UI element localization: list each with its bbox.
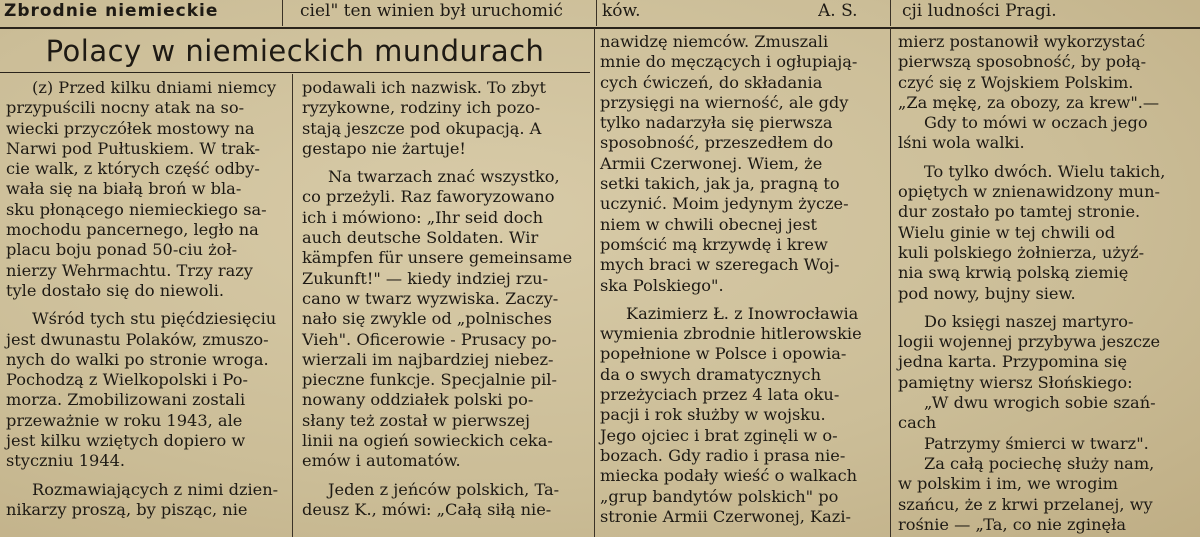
text-line: tylko nadarzyła się pierwsza xyxy=(600,113,833,133)
text-line: w polskim i im, we wrogim xyxy=(898,474,1119,494)
text-line: cych ćwiczeń, do składania xyxy=(600,72,823,92)
text-line: przeżyciach przez 4 lata oku- xyxy=(600,385,840,405)
text-line: wiecki przyczółek mostowy na xyxy=(6,118,255,138)
text-line: przypuścili nocny atak na so- xyxy=(6,98,245,118)
text-line: Jeden z jeńców polskich, Ta- xyxy=(328,479,560,499)
text-line: setki takich, jak ja, pragną to xyxy=(600,174,840,194)
text-line: jedna karta. Przypomina się xyxy=(898,352,1128,372)
text-line: Na twarzach znać wszystko, xyxy=(328,167,560,187)
article-column-3 xyxy=(600,32,886,527)
text-line: „W dwu wrogich sobie szań- xyxy=(924,393,1156,413)
text-line: To tylko dwóch. Wielu takich, xyxy=(924,161,1166,181)
text-line: Za całą pociechę służy nam, xyxy=(924,453,1155,473)
text-line: nych do walki po stronie wroga. xyxy=(6,349,269,369)
text-line: wymienia zbrodnie hitlerowskie xyxy=(600,324,862,344)
text-line: mnie do męczących i ogłupiają- xyxy=(600,52,858,72)
text-line: dur zostało po tamtej stronie. xyxy=(898,202,1141,222)
text-line: pieczne funkcje. Specjalnie pil- xyxy=(302,370,557,390)
text-line: bozach. Gdy radio i prasa nie- xyxy=(600,445,846,465)
text-line: stronie Armii Czerwonej, Kazi- xyxy=(600,506,851,526)
text-line: uczynić. Moim jedynym życze- xyxy=(600,194,849,214)
text-line: pacji i rok służby w wojsku. xyxy=(600,405,826,425)
text-line: czyć się z Wojskiem Polskim. xyxy=(898,72,1134,92)
paragraph-gap xyxy=(302,472,590,480)
column-divider xyxy=(890,28,891,537)
column-divider xyxy=(596,0,597,26)
article-column-1 xyxy=(6,78,288,520)
text-line: słany też został w pierwszej xyxy=(302,410,530,430)
text-line: placu boju ponad 50-ciu żoł- xyxy=(6,240,238,260)
text-line: Wśród tych stu pięćdziesięciu xyxy=(32,309,277,329)
text-line: wierzali im najbardziej niebez- xyxy=(302,349,554,369)
column-divider xyxy=(890,0,891,26)
text-line: kuli polskiego żołnierza, użyź- xyxy=(898,242,1145,262)
text-line: (z) Przed kilku dniami niemcy xyxy=(32,78,277,97)
text-line: auch deutsche Soldaten. Wir xyxy=(302,228,539,248)
text-line: Armii Czerwonej. Wiem, że xyxy=(600,153,823,173)
previous-article-fragment: ciel" ten winien był uruchomić xyxy=(300,1,563,21)
text-line: lśni wola walki. xyxy=(898,133,1025,153)
text-line: nierzy Wehrmachtu. Trzy razy xyxy=(6,260,253,280)
text-line: jest dwunastu Polaków, zmuszo- xyxy=(6,329,269,349)
header-rule xyxy=(0,27,1200,29)
text-line: Vieh". Oficerowie - Prusacy po- xyxy=(302,329,557,349)
text-line: cano w twarz wyzwiska. Zaczy- xyxy=(302,288,559,308)
text-line: emów i automatów. xyxy=(302,451,461,471)
text-line: sku płonącego niemieckiego sa- xyxy=(6,199,267,219)
text-line: pamiętny wiersz Słońskiego: xyxy=(898,372,1133,392)
text-line: linii na ogień sowieckich ceka- xyxy=(302,431,553,451)
text-line: co przeżyli. Raz faworyzowano xyxy=(302,187,555,207)
text-line: deusz K., mówi: „Całą siłą nie- xyxy=(302,499,552,519)
text-line: Gdy to mówi w oczach jego xyxy=(924,113,1148,133)
previous-article-fragment: cji ludności Pragi. xyxy=(902,1,1057,21)
text-line: mych braci w szeregach Woj- xyxy=(600,255,840,275)
text-line: ich i mówiono: „Ihr seid doch xyxy=(302,207,544,227)
text-line: przysięgi na wierność, ale gdy xyxy=(600,92,849,112)
text-line: „grup bandytów polskich" po xyxy=(600,486,839,506)
text-line: nikarzy proszą, by pisząc, nie xyxy=(6,499,248,519)
text-line: „Za mękę, za obozy, za krew".— xyxy=(898,92,1160,112)
headline-rule xyxy=(0,72,590,73)
text-line: tyle dostało się do niewoli. xyxy=(6,280,225,300)
text-line: nia swą krwią polską ziemię xyxy=(898,263,1129,283)
text-line: Zukunft!" — kiedy indziej rzu- xyxy=(302,268,549,288)
text-line: przeważnie w roku 1943, ale xyxy=(6,410,243,430)
text-line: logii wojennej przybywa jeszcze xyxy=(898,332,1161,352)
paragraph-gap xyxy=(898,154,1196,162)
paragraph-gap xyxy=(6,472,288,480)
text-line: Jego ojciec i brat zginęli w o- xyxy=(600,425,838,445)
text-line: Patrzymy śmierci w twarz". xyxy=(924,433,1149,453)
text-line: sposobność, przeszedłem do xyxy=(600,133,834,153)
text-line: cie walk, z których część odby- xyxy=(6,159,260,179)
text-line: ryzykowne, rodziny ich pozo- xyxy=(302,98,541,118)
paragraph-gap xyxy=(600,296,886,304)
text-line: Pochodzą z Wielkopolski i Po- xyxy=(6,370,248,390)
text-line: jest kilku wziętych dopiero w xyxy=(6,431,246,451)
text-line: kämpfen für unsere gemeinsame xyxy=(302,248,573,268)
column-divider xyxy=(282,0,283,26)
text-line: da o swych dramatycznych xyxy=(600,364,822,384)
text-line: pierwszą sposobność, by połą- xyxy=(898,52,1147,72)
text-line: morza. Zmobilizowani zostali xyxy=(6,390,246,410)
text-line: cach xyxy=(898,413,937,433)
article-column-4 xyxy=(898,32,1196,535)
text-line: niem w chwili obecnej jest xyxy=(600,214,818,234)
article-headline: Polacy w niemieckich mundurach xyxy=(45,34,545,68)
text-line: szańcu, że z krwi przelanej, wy xyxy=(898,494,1153,514)
text-line: mierz postanowił wykorzystać xyxy=(898,32,1146,51)
text-line: miecka podały wieść o walkach xyxy=(600,466,858,486)
text-line: rośnie — „Ta, co nie zginęła xyxy=(898,514,1126,534)
text-line: Kazimierz Ł. z Inowrocławia xyxy=(626,303,859,323)
text-line: popełnione w Polsce i opowia- xyxy=(600,344,847,364)
author-signature: A. S. xyxy=(818,1,858,21)
text-line: Narwi pod Pułtuskiem. W trak- xyxy=(6,138,261,158)
section-title: Zbrodnie niemieckie xyxy=(4,1,219,21)
text-line: Rozmawiających z nimi dzien- xyxy=(32,479,279,499)
text-line: mochodu pancernego, legło na xyxy=(6,220,259,240)
column-divider xyxy=(594,28,595,537)
text-line: ska Polskiego". xyxy=(600,275,724,295)
text-line: opiętych w znienawidzony mun- xyxy=(898,182,1160,202)
text-line: Wielu ginie w tej chwili od xyxy=(898,222,1116,242)
text-line: stają jeszcze pod okupacją. A xyxy=(302,118,542,138)
text-line: pod nowy, bujny siew. xyxy=(898,283,1076,303)
text-line: pomścić mą krzywdę i krew xyxy=(600,234,828,254)
text-line: podawali ich nazwisk. To zbyt xyxy=(302,78,546,97)
paragraph-gap xyxy=(302,159,590,167)
text-line: nawidzę niemców. Zmuszali xyxy=(600,32,829,51)
article-column-2 xyxy=(302,78,590,520)
text-line: nowany oddziałek polski po- xyxy=(302,390,534,410)
text-line: Do księgi naszej martyro- xyxy=(924,311,1134,331)
text-line: nało się zwykle od „polnisches xyxy=(302,309,552,329)
text-line: gestapo nie żartuje! xyxy=(302,138,466,158)
text-line: wała się na białą broń w bla- xyxy=(6,179,242,199)
paragraph-gap xyxy=(898,304,1196,312)
previous-article-fragment: ków. xyxy=(602,1,641,21)
column-divider xyxy=(292,74,293,537)
text-line: styczniu 1944. xyxy=(6,451,126,471)
paragraph-gap xyxy=(6,301,288,309)
